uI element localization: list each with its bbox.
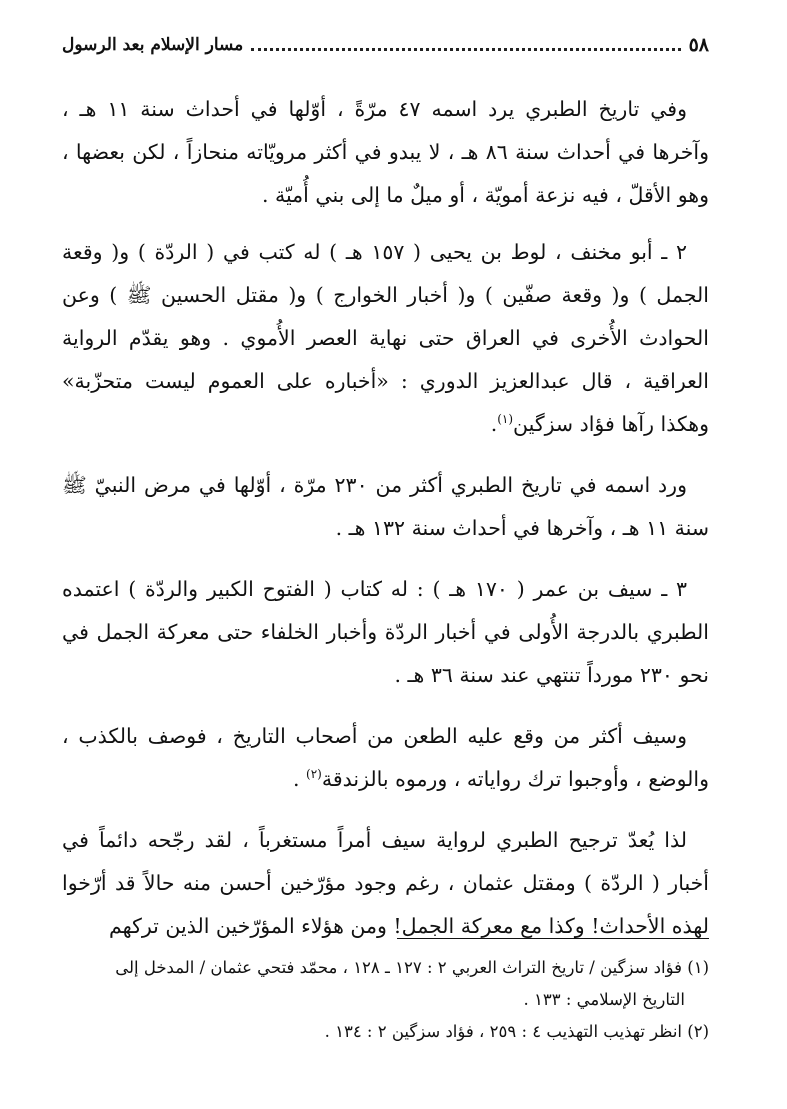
footnotes — [62, 952, 709, 1048]
footnote-1-continued: التاريخ الإسلامي : ١٣٣ . — [523, 990, 685, 1009]
footnote-ref-2[interactable]: (٢) — [306, 767, 322, 782]
footnote-2: (٢) انظر تهذيب التهذيب ٤ : ٢٥٩ ، فؤاد سزگين ٢ : ١٣٤ . — [324, 1022, 709, 1041]
footnote-1: (١) فؤاد سزگين / تاريخ التراث العربي ٢ : ١٢٧ ـ ١٢٨ ، محمّد فتحي عثمان / المدخل إلى — [115, 958, 709, 977]
paragraph-3: ورد اسمه في تاريخ الطبري أكثر من ٢٣٠ مرّة ، أوّلها في مرض النبيّ ﷺ سنة ١١ هـ ، وآخرها في أحداث سنة ١٣٢ هـ . — [62, 473, 709, 540]
book-title: مسار الإسلام بعد الرسول — [62, 35, 244, 55]
footnote-separator — [397, 938, 709, 939]
paragraph-2-end: . — [490, 412, 498, 436]
paragraph-5-text: وسيف أكثر من وقع عليه الطعن من أصحاب التاريخ ، فوصف بالكذب ، والوضع ، وأوجبوا ترك رواياته ، ورموه بالزندقة — [62, 724, 709, 791]
footnote-ref-1[interactable]: (١) — [497, 412, 514, 427]
paragraph-4: ٣ ـ سيف بن عمر ( ١٧٠ هـ ) : له كتاب ( الفتوح الكبير والردّة ) اعتمده الطبري بالدرجة الأُولى في أخبار الردّة وأخبار الخلفاء حتى معركة الجمل في نحو ٢٣٠ مورداً تنتهي عند سنة ٣٦ هـ . — [62, 577, 709, 687]
paragraph-1: وفي تاريخ الطبري يرد اسمه ٤٧ مرّةً ، أوّلها في أحداث سنة ١١ هـ ، وآخرها في أحداث سنة ٨٦ هـ ، لا يبدو في أكثر مرويّاته منحازاً ، لكن بعضها ، وهو الأقلّ ، فيه نزعة أمويّة ، أو ميلٌ ما إلى بني أُميّة . — [62, 97, 709, 207]
running-header — [62, 28, 709, 62]
dotted-leader — [251, 48, 680, 51]
paragraph-6: لذا يُعدّ ترجيح الطبري لرواية سيف أمراً مستغرباً ، لقد رجّحه دائماً في أخبار ( الردّة ) ومقتل عثمان ، رغم وجود مؤرّخين أحسن منه حالاً قد أرّخوا لهذه الأحداث! وكذا مع معركة الجمل! ومن هؤلاء المؤرّخين الذين تركهم — [62, 828, 709, 938]
paragraph-2-text: ٢ ـ أبو مخنف ، لوط بن يحيى ( ١٥٧ هـ ) له كتب في ( الردّة ) و( وقعة الجمل ) و( وقعة صفّين ) و( أخبار الخوارج ) و( مقتل الحسين ﷺ ) وعن الحوادث الأُخرى في العراق حتى نهاية العصر الأُموي . وهو يقدّم الرواية العراقية ، قال عبدالعزيز الدوري : «أخباره على العموم ليست متحزّبة» وهكذا رآها فؤاد سزگين — [62, 240, 709, 436]
paragraph-5-end: . — [292, 767, 306, 791]
page-number: ٥٨ — [688, 34, 709, 56]
body-text — [62, 88, 709, 966]
paragraph-5 — [62, 715, 709, 801]
paragraph-2 — [62, 231, 709, 446]
